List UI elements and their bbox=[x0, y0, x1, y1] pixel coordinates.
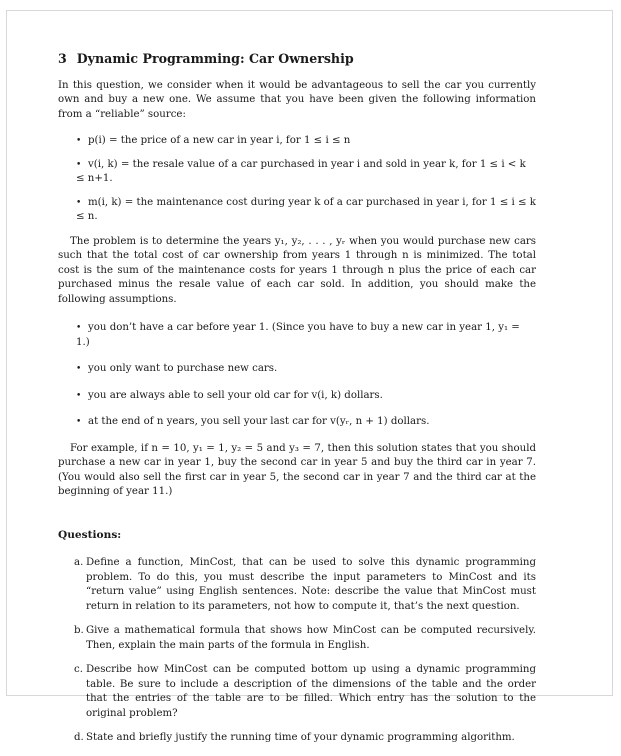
section-heading bbox=[58, 52, 536, 67]
assumption-item: • you don’t have a car before year 1. (Since you have to buy a new car in year 1, y₁ = 1.) bbox=[76, 322, 520, 348]
bullet-icon: • bbox=[76, 136, 82, 146]
definition-item: • m(i, k) = the maintenance cost during year k of a car purchased in year i, for 1 ≤ i ≤ k ≤ n. bbox=[76, 196, 536, 222]
bullet-icon: • bbox=[76, 197, 82, 208]
bullet-icon: • bbox=[76, 390, 82, 401]
assumption-item: • at the end of n years, you sell your last car for v(yᵣ, n + 1) dollars. bbox=[76, 415, 536, 430]
section-number: 3 bbox=[58, 51, 67, 66]
assumptions-list bbox=[76, 321, 536, 430]
questions-list bbox=[74, 556, 536, 746]
definitions-list bbox=[76, 134, 536, 225]
question-item: b. Give a mathematical formula that shows how MinCost can be computed recursively. Then, explain the main parts of the formula in English. bbox=[74, 625, 536, 651]
assumption-item: • you are always able to sell your old car for v(i, k) dollars. bbox=[76, 389, 536, 404]
bullet-icon: • bbox=[76, 417, 82, 427]
example-paragraph: For example, if n = 10, y₁ = 1, y₂ = 5 and y₃ = 7, then this solution states that you should purchase a new car in year 1, buy the second car in year 5 and buy the third car in year 7. (You would also sell the first car in year 5, the second car in year 7 and the third car at the beginning of year 11.) bbox=[58, 442, 536, 497]
section-title: Dynamic Programming: Car Ownership bbox=[76, 51, 354, 66]
document-page bbox=[58, 52, 536, 756]
intro-paragraph: In this question, we consider when it would be advantageous to sell the car you currently own and buy a new one. We assume that you have been given the following information from a “reliable” source: bbox=[58, 79, 536, 120]
bullet-icon: • bbox=[76, 159, 82, 170]
bullet-icon: • bbox=[76, 364, 82, 374]
bullet-icon: • bbox=[76, 323, 82, 333]
question-item: d. State and briefly justify the running time of your dynamic programming algorithm. bbox=[74, 732, 515, 743]
questions-heading: Questions: bbox=[58, 528, 122, 541]
definition-item: • p(i) = the price of a new car in year i, for 1 ≤ i ≤ n bbox=[76, 134, 536, 149]
assumption-item: • you only want to purchase new cars. bbox=[76, 362, 536, 377]
question-item: c. Describe how MinCost can be computed bottom up using a dynamic programming table. Be sure to include a description of the dimensions of the table and the order that the entries of the table are to be filled. Which entry has the solution to the original problem? bbox=[74, 664, 536, 719]
question-item: a. Define a function, MinCost, that can be used to solve this dynamic programming problem. To do this, you must describe the input parameters to MinCost and its “return value” using English sentences. Note: describe the value that MinCost must return in relation to its parameters, not how to compute it, that’s the next question. bbox=[74, 557, 536, 612]
problem-paragraph: The problem is to determine the years y₁, y₂, . . . , yᵣ when you would purchase new cars such that the total cost of car ownership from years 1 through n is minimized. The total cost is the sum of the maintenance costs for years 1 through n plus the price of each car purchased minus the resale value of each car sold. In addition, you should make the following assumptions. bbox=[58, 235, 536, 305]
definition-item: • v(i, k) = the resale value of a car purchased in year i and sold in year k, for 1 ≤ i < k ≤ n+1. bbox=[76, 158, 526, 184]
